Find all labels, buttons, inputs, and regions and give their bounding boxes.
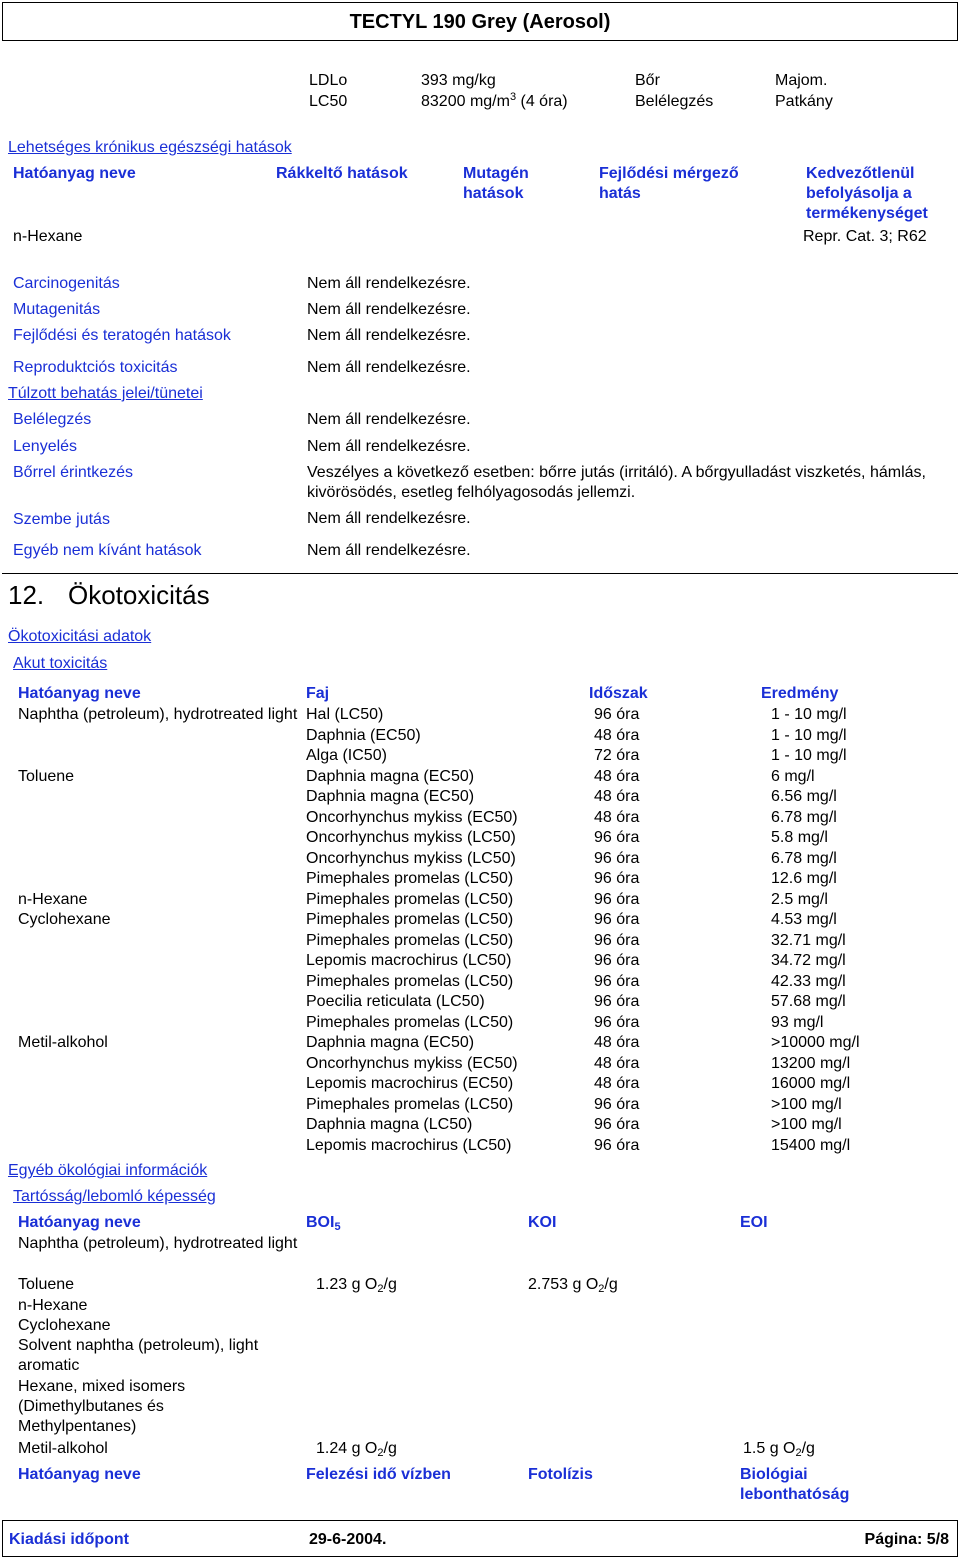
section-12-title: Ökotoxicitás — [68, 580, 210, 610]
symptom-label-eye: Szembe jutás — [13, 511, 110, 528]
persistence-name-naphtha: Naphtha (petroleum), hydrotreated light — [18, 1235, 298, 1252]
effect-value-mutagenicity: Nem áll rendelkezésre. — [307, 301, 471, 318]
acute-cell-species: Oncorhynchus mykiss (EC50) — [306, 1054, 518, 1072]
symptom-label-inhalation: Belélegzés — [13, 411, 92, 428]
acute-cell-result: 1 - 10 mg/l — [771, 747, 847, 764]
acute-cell-name: Metil-alkohol — [18, 1034, 108, 1051]
toluene-bod: 1.23 g $O_2/g$ — [316, 1276, 397, 1295]
section-rule — [2, 573, 958, 574]
persistence-name-metil: Metil-alkohol — [18, 1440, 108, 1457]
symptom-value-ingestion: Nem áll rendelkezésre. — [307, 438, 471, 455]
acute-cell-species: Daphnia (EC50) — [306, 726, 421, 744]
symptom-label-skin: Bőrrel érintkezés — [13, 464, 134, 481]
acute-cell-period: 96 óra — [594, 952, 640, 969]
persistence-header-cod: KOI — [528, 1214, 557, 1231]
overexposure-heading: Túlzott behatás jelei/tünetei — [8, 385, 203, 402]
persistence-name-hexane-isomers: Hexane, mixed isomers (Dimethylbutanes és Methylpentanes) — [18, 1378, 186, 1435]
metil-toc: 1.5 g $O_2/g$ — [743, 1440, 815, 1459]
acute-cell-species: Pimephales promelas (LC50) — [306, 1095, 514, 1113]
acute-cell-result: 6 mg/l — [771, 767, 815, 785]
acute-cell-period: 96 óra — [594, 931, 640, 949]
acute-cell-result: 1 - 10 mg/l — [771, 726, 847, 744]
symptom-label-other: Egyéb nem kívánt hatások — [13, 542, 202, 559]
acute-cell-species: Poecilia reticulata (LC50) — [306, 993, 485, 1010]
acute-cell-species: Lepomis macrochirus (LC50) — [306, 1136, 512, 1154]
acute-cell-period: 96 óra — [594, 1013, 640, 1031]
acute-header-name: Hatóanyag neve — [18, 685, 141, 702]
acute-cell-result: 6.78 mg/l — [771, 808, 837, 826]
acute-cell-species: Alga (IC50) — [306, 747, 387, 764]
acute-cell-result: 6.56 mg/l — [771, 788, 837, 805]
symptom-value-eye: Nem áll rendelkezésre. — [307, 510, 471, 527]
acute-cell-period: 48 óra — [594, 767, 640, 785]
eco-heading: Ökotoxicitási adatok — [8, 628, 152, 645]
acute-cell-species: Pimephales promelas (LC50) — [306, 870, 514, 887]
acute-cell-result: 12.6 mg/l — [771, 870, 837, 887]
acute-cell-species: Pimephales promelas (LC50) — [306, 972, 514, 990]
effect-label-reproductive: Reproduktciós toxicitás — [13, 359, 178, 376]
other-eco-heading: Egyéb ökológiai információk — [8, 1162, 208, 1179]
dose-ldlo: 393 mg/kg — [421, 72, 496, 89]
route-ldlo: LDLo — [309, 72, 348, 89]
effect-value-reproductive: Nem áll rendelkezésre. — [307, 359, 471, 376]
acute-cell-result: 34.72 mg/l — [771, 952, 846, 969]
symptom-value-inhalation: Nem áll rendelkezésre. — [307, 411, 471, 428]
acute-cell-period: 48 óra — [594, 1054, 640, 1072]
acute-cell-result: 6.78 mg/l — [771, 849, 837, 867]
chronic-header-mutagenic: Mutagén hatások — [463, 165, 529, 202]
title-box — [2, 2, 958, 41]
chronic-header-carcinogenic: Rákkeltő hatások — [276, 165, 408, 182]
acute-cell-species: Daphnia magna (EC50) — [306, 1034, 475, 1051]
acute-cell-species: Daphnia magna (EC50) — [306, 788, 475, 805]
persistence-name-nhexane: n-Hexane — [18, 1297, 88, 1314]
acute-cell-period: 96 óra — [594, 1116, 640, 1133]
acute-header-period: Időszak — [589, 685, 648, 702]
acute-cell-name: Naphtha (petroleum), hydrotreated light — [18, 706, 298, 723]
acute-cell-species: Pimephales promelas (LC50) — [306, 911, 514, 928]
acute-cell-period: 96 óra — [594, 993, 640, 1010]
acute-cell-name: n-Hexane — [18, 890, 88, 908]
species-ldlo: Majom. — [775, 72, 828, 89]
effect-value-carcinogenicity: Nem áll rendelkezésre. — [307, 275, 471, 292]
halflife-header-photolysis: Fotolízis — [528, 1466, 593, 1483]
exposure-lc50: Belélegzés — [635, 93, 714, 110]
acute-cell-species: Oncorhynchus mykiss (LC50) — [306, 829, 516, 846]
acute-cell-name: Cyclohexane — [18, 911, 111, 928]
acute-cell-species: Lepomis macrochirus (LC50) — [306, 952, 512, 969]
effect-value-teratogenic: Nem áll rendelkezésre. — [307, 327, 471, 344]
acute-cell-species: Oncorhynchus mykiss (LC50) — [306, 849, 516, 867]
symptom-value-skin: Veszélyes a következő esetben: bőrre jutás (irritáló). A bőrgyulladást viszketés, hámlás, kivörösödés, esetleg felhólyagosodás jellemzi. — [307, 464, 926, 501]
acute-cell-species: Pimephales promelas (LC50) — [306, 890, 514, 908]
persistence-name-cyclohexane: Cyclohexane — [18, 1317, 111, 1334]
document-title: TECTYL 190 Grey (Aerosol) — [349, 11, 611, 33]
persistence-header-toc: EOI — [740, 1214, 768, 1231]
acute-cell-species: Hal (LC50) — [306, 706, 384, 723]
chronic-row-fertility: Repr. Cat. 3; R62 — [803, 228, 927, 245]
acute-heading: Akut toxicitás — [13, 655, 108, 672]
acute-cell-species: Daphnia magna (LC50) — [306, 1116, 473, 1133]
section-12-number: 12. — [8, 580, 45, 610]
chronic-row-name: n-Hexane — [13, 228, 83, 245]
halflife-header-water: Felezési idő vízben — [306, 1466, 451, 1483]
persistence-header-bod: $BOI_5$ — [306, 1214, 341, 1233]
acute-cell-species: Lepomis macrochirus (EC50) — [306, 1075, 514, 1092]
species-lc50: Patkány — [775, 93, 833, 110]
effect-label-mutagenicity: Mutagenitás — [13, 301, 101, 318]
acute-cell-species: Oncorhynchus mykiss (EC50) — [306, 808, 518, 826]
acute-cell-period: 96 óra — [594, 911, 640, 928]
acute-cell-result: 16000 mg/l — [771, 1075, 851, 1092]
acute-cell-period: 96 óra — [594, 1095, 640, 1113]
toluene-cod: 2.753 g $O_2/g$ — [528, 1276, 618, 1295]
acute-cell-species: Daphnia magna (EC50) — [306, 767, 475, 785]
acute-cell-name: Toluene — [18, 767, 75, 785]
halflife-header-name: Hatóanyag neve — [18, 1466, 141, 1483]
acute-cell-period: 96 óra — [594, 870, 640, 887]
chronic-header-fertility: Kedvezőtlenül befolyásolja a termékenységet — [806, 165, 928, 222]
acute-header-species: Faj — [306, 685, 330, 702]
acute-cell-period: 96 óra — [594, 890, 640, 908]
effect-label-teratogenic: Fejlődési és teratogén hatások — [13, 327, 231, 344]
acute-cell-result: 42.33 mg/l — [771, 972, 846, 990]
chronic-header-name: Hatóanyag neve — [13, 165, 136, 182]
symptom-label-ingestion: Lenyelés — [13, 438, 78, 455]
acute-cell-result: 1 - 10 mg/l — [771, 706, 847, 723]
acute-cell-period: 96 óra — [594, 1136, 640, 1154]
acute-cell-species: Pimephales promelas (LC50) — [306, 1013, 514, 1031]
footer-page-number: Página: 5/8 — [864, 1531, 949, 1548]
acute-cell-result: >100 mg/l — [771, 1116, 842, 1133]
effect-label-carcinogenicity: Carcinogenitás — [13, 275, 120, 292]
acute-cell-period: 96 óra — [594, 972, 640, 990]
halflife-header-biodegradability: Biológiai lebonthatóság — [740, 1466, 850, 1503]
acute-header-result: Eredmény — [761, 685, 839, 702]
acute-cell-result: 93 mg/l — [771, 1013, 824, 1031]
acute-cell-period: 48 óra — [594, 788, 640, 805]
persistence-name-toluene: Toluene — [18, 1276, 75, 1293]
acute-cell-result: >10000 mg/l — [771, 1034, 860, 1051]
persistence-heading: Tartósság/lebomló képesség — [13, 1188, 216, 1205]
symptom-value-other: Nem áll rendelkezésre. — [307, 542, 471, 559]
footer-issue-date: 29-6-2004. — [309, 1531, 387, 1548]
acute-cell-result: 32.71 mg/l — [771, 931, 846, 949]
persistence-header-name: Hatóanyag neve — [18, 1214, 141, 1231]
footer — [2, 1520, 958, 1557]
acute-cell-period: 96 óra — [594, 849, 640, 867]
chronic-heading: Lehetséges krónikus egészségi hatások — [8, 139, 292, 156]
metil-bod: 1.24 g $O_2/g$ — [316, 1440, 397, 1459]
route-lc50: LC50 — [309, 93, 348, 110]
acute-cell-period: 96 óra — [594, 706, 640, 723]
acute-cell-period: 96 óra — [594, 829, 640, 846]
acute-cell-result: 57.68 mg/l — [771, 993, 846, 1010]
footer-issue-label: Kiadási időpont — [9, 1531, 129, 1548]
chronic-header-developmental: Fejlődési mérgező hatás — [599, 165, 739, 202]
acute-cell-result: 15400 mg/l — [771, 1136, 851, 1154]
acute-cell-period: 72 óra — [594, 747, 640, 764]
acute-cell-species: Pimephales promelas (LC50) — [306, 931, 514, 949]
persistence-name-solvent-naphtha: Solvent naphtha (petroleum), light aromatic — [18, 1337, 259, 1374]
acute-cell-result: 5.8 mg/l — [771, 829, 828, 846]
acute-cell-period: 48 óra — [594, 726, 640, 744]
acute-cell-result: 2.5 mg/l — [771, 890, 828, 908]
acute-cell-period: 48 óra — [594, 1075, 640, 1092]
acute-cell-result: >100 mg/l — [771, 1095, 842, 1113]
acute-cell-result: 13200 mg/l — [771, 1054, 851, 1072]
acute-cell-result: 4.53 mg/l — [771, 911, 837, 928]
acute-cell-period: 48 óra — [594, 808, 640, 826]
acute-cell-period: 48 óra — [594, 1034, 640, 1051]
dose-lc50: 83200 $mg/m^3$ (4 óra) — [421, 91, 568, 110]
exposure-ldlo: Bőr — [635, 72, 660, 89]
